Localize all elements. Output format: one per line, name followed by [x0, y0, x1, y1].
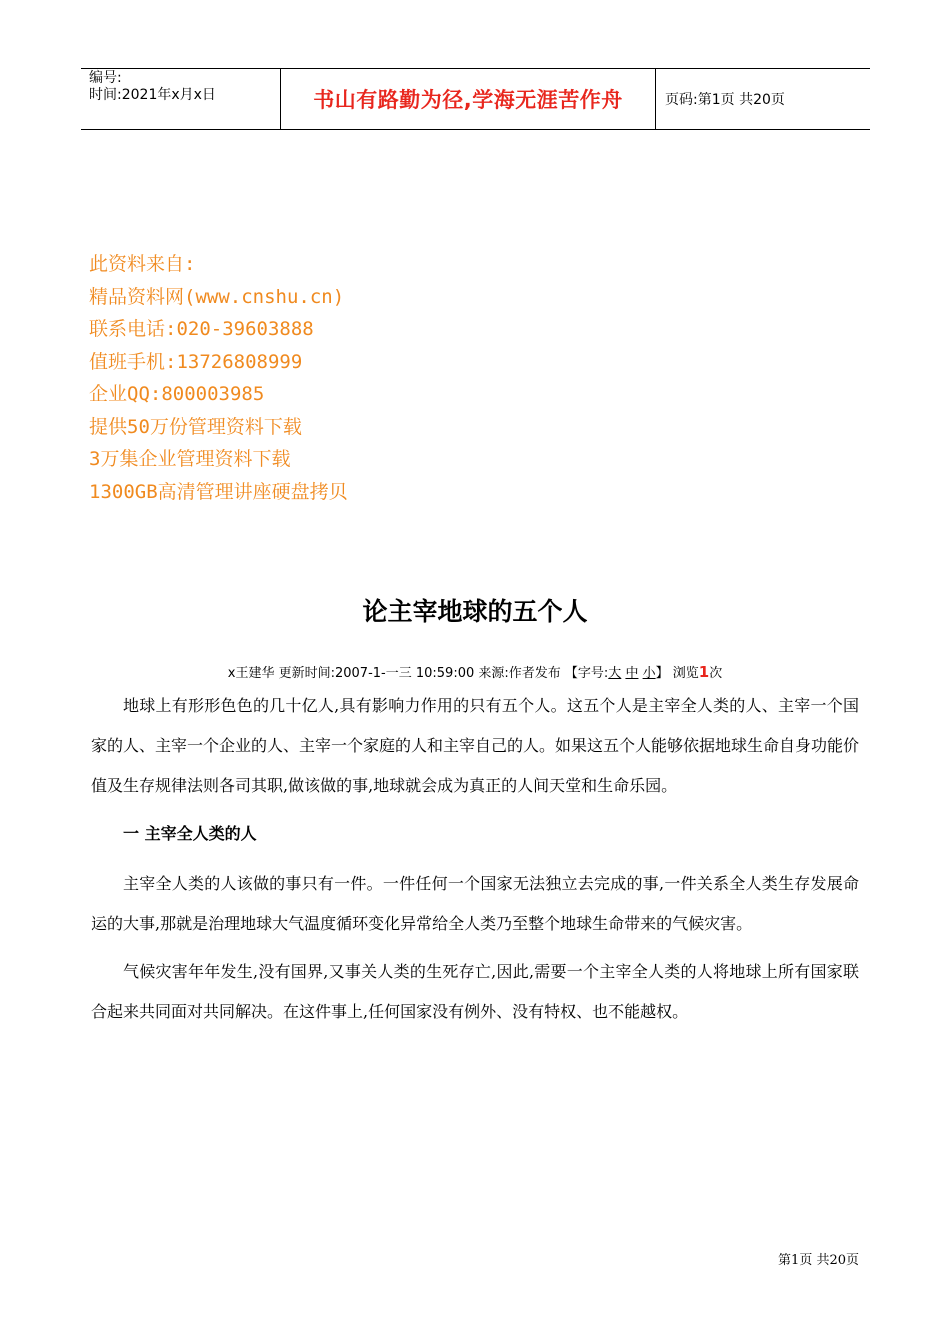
- ad-line: 1300GB高清管理讲座硬盘拷贝: [89, 480, 348, 503]
- ad-line: 提供50万份管理资料下载: [89, 415, 302, 438]
- paragraph: 主宰全人类的人该做的事只有一件。一件任何一个国家无法独立去完成的事,一件关系全人类生存发展命运的大事,那就是治理地球大气温度循环变化异常给全人类乃至整个地球生命带来的气候灾害。: [91, 874, 859, 933]
- source-ad-block: [89, 248, 348, 508]
- font-size-small-link[interactable]: 小: [642, 666, 656, 681]
- paragraph: 气候灾害年年发生,没有国界,又事关人类的生死存亡,因此,需要一个主宰全人类的人将地球上所有国家联合起来共同面对共同解决。在这件事上,任何国家没有例外、没有特权、也不能越权。: [91, 962, 859, 1021]
- meta-suffix: 次: [709, 666, 723, 681]
- page-info: 页码:第1页 共20页: [665, 92, 785, 108]
- paragraph: 地球上有形形色色的几十亿人,具有影响力作用的只有五个人。这五个人是主宰全人类的人、主宰一个国家的人、主宰一个企业的人、主宰一个家庭的人和主宰自己的人。如果这五个人能够依据地球生命自身功能价值及生存规律法则各司其职,做该做的事,地球就会成为真正的人间天堂和生命乐园。: [91, 696, 860, 795]
- header-table: [81, 68, 870, 130]
- ad-line: 值班手机:13726808999: [89, 350, 303, 373]
- ad-line: 企业QQ:800003985: [89, 383, 265, 405]
- motto: 书山有路勤为径,学海无涯苦作舟: [281, 69, 656, 129]
- font-size-medium-link[interactable]: 中: [625, 666, 639, 681]
- meta-prefix: x王建华 更新时间:2007-1-一三 10:59:00 来源:作者发布 【字号:: [227, 666, 609, 681]
- ad-line: 此资料来自:: [89, 253, 196, 275]
- section-heading: 一 主宰全人类的人: [123, 824, 257, 843]
- article-meta: [0, 662, 950, 681]
- ad-line: 精品资料网(www.cnshu.cn): [89, 285, 345, 308]
- date-label: 时间:2021年x月x日: [89, 87, 216, 103]
- article-body: [91, 686, 859, 1040]
- page-footer: 第1页 共20页: [778, 1253, 859, 1268]
- view-count: 1: [698, 663, 710, 681]
- font-size-large-link[interactable]: 大: [608, 666, 622, 681]
- serial-number-label: 编号:: [89, 70, 122, 86]
- ad-line: 3万集企业管理资料下载: [89, 448, 291, 470]
- article-title: 论主宰地球的五个人: [362, 597, 588, 626]
- ad-line: 联系电话:020-39603888: [89, 318, 314, 340]
- header-left-cell: [81, 69, 281, 129]
- meta-mid: 】 浏览: [655, 666, 699, 681]
